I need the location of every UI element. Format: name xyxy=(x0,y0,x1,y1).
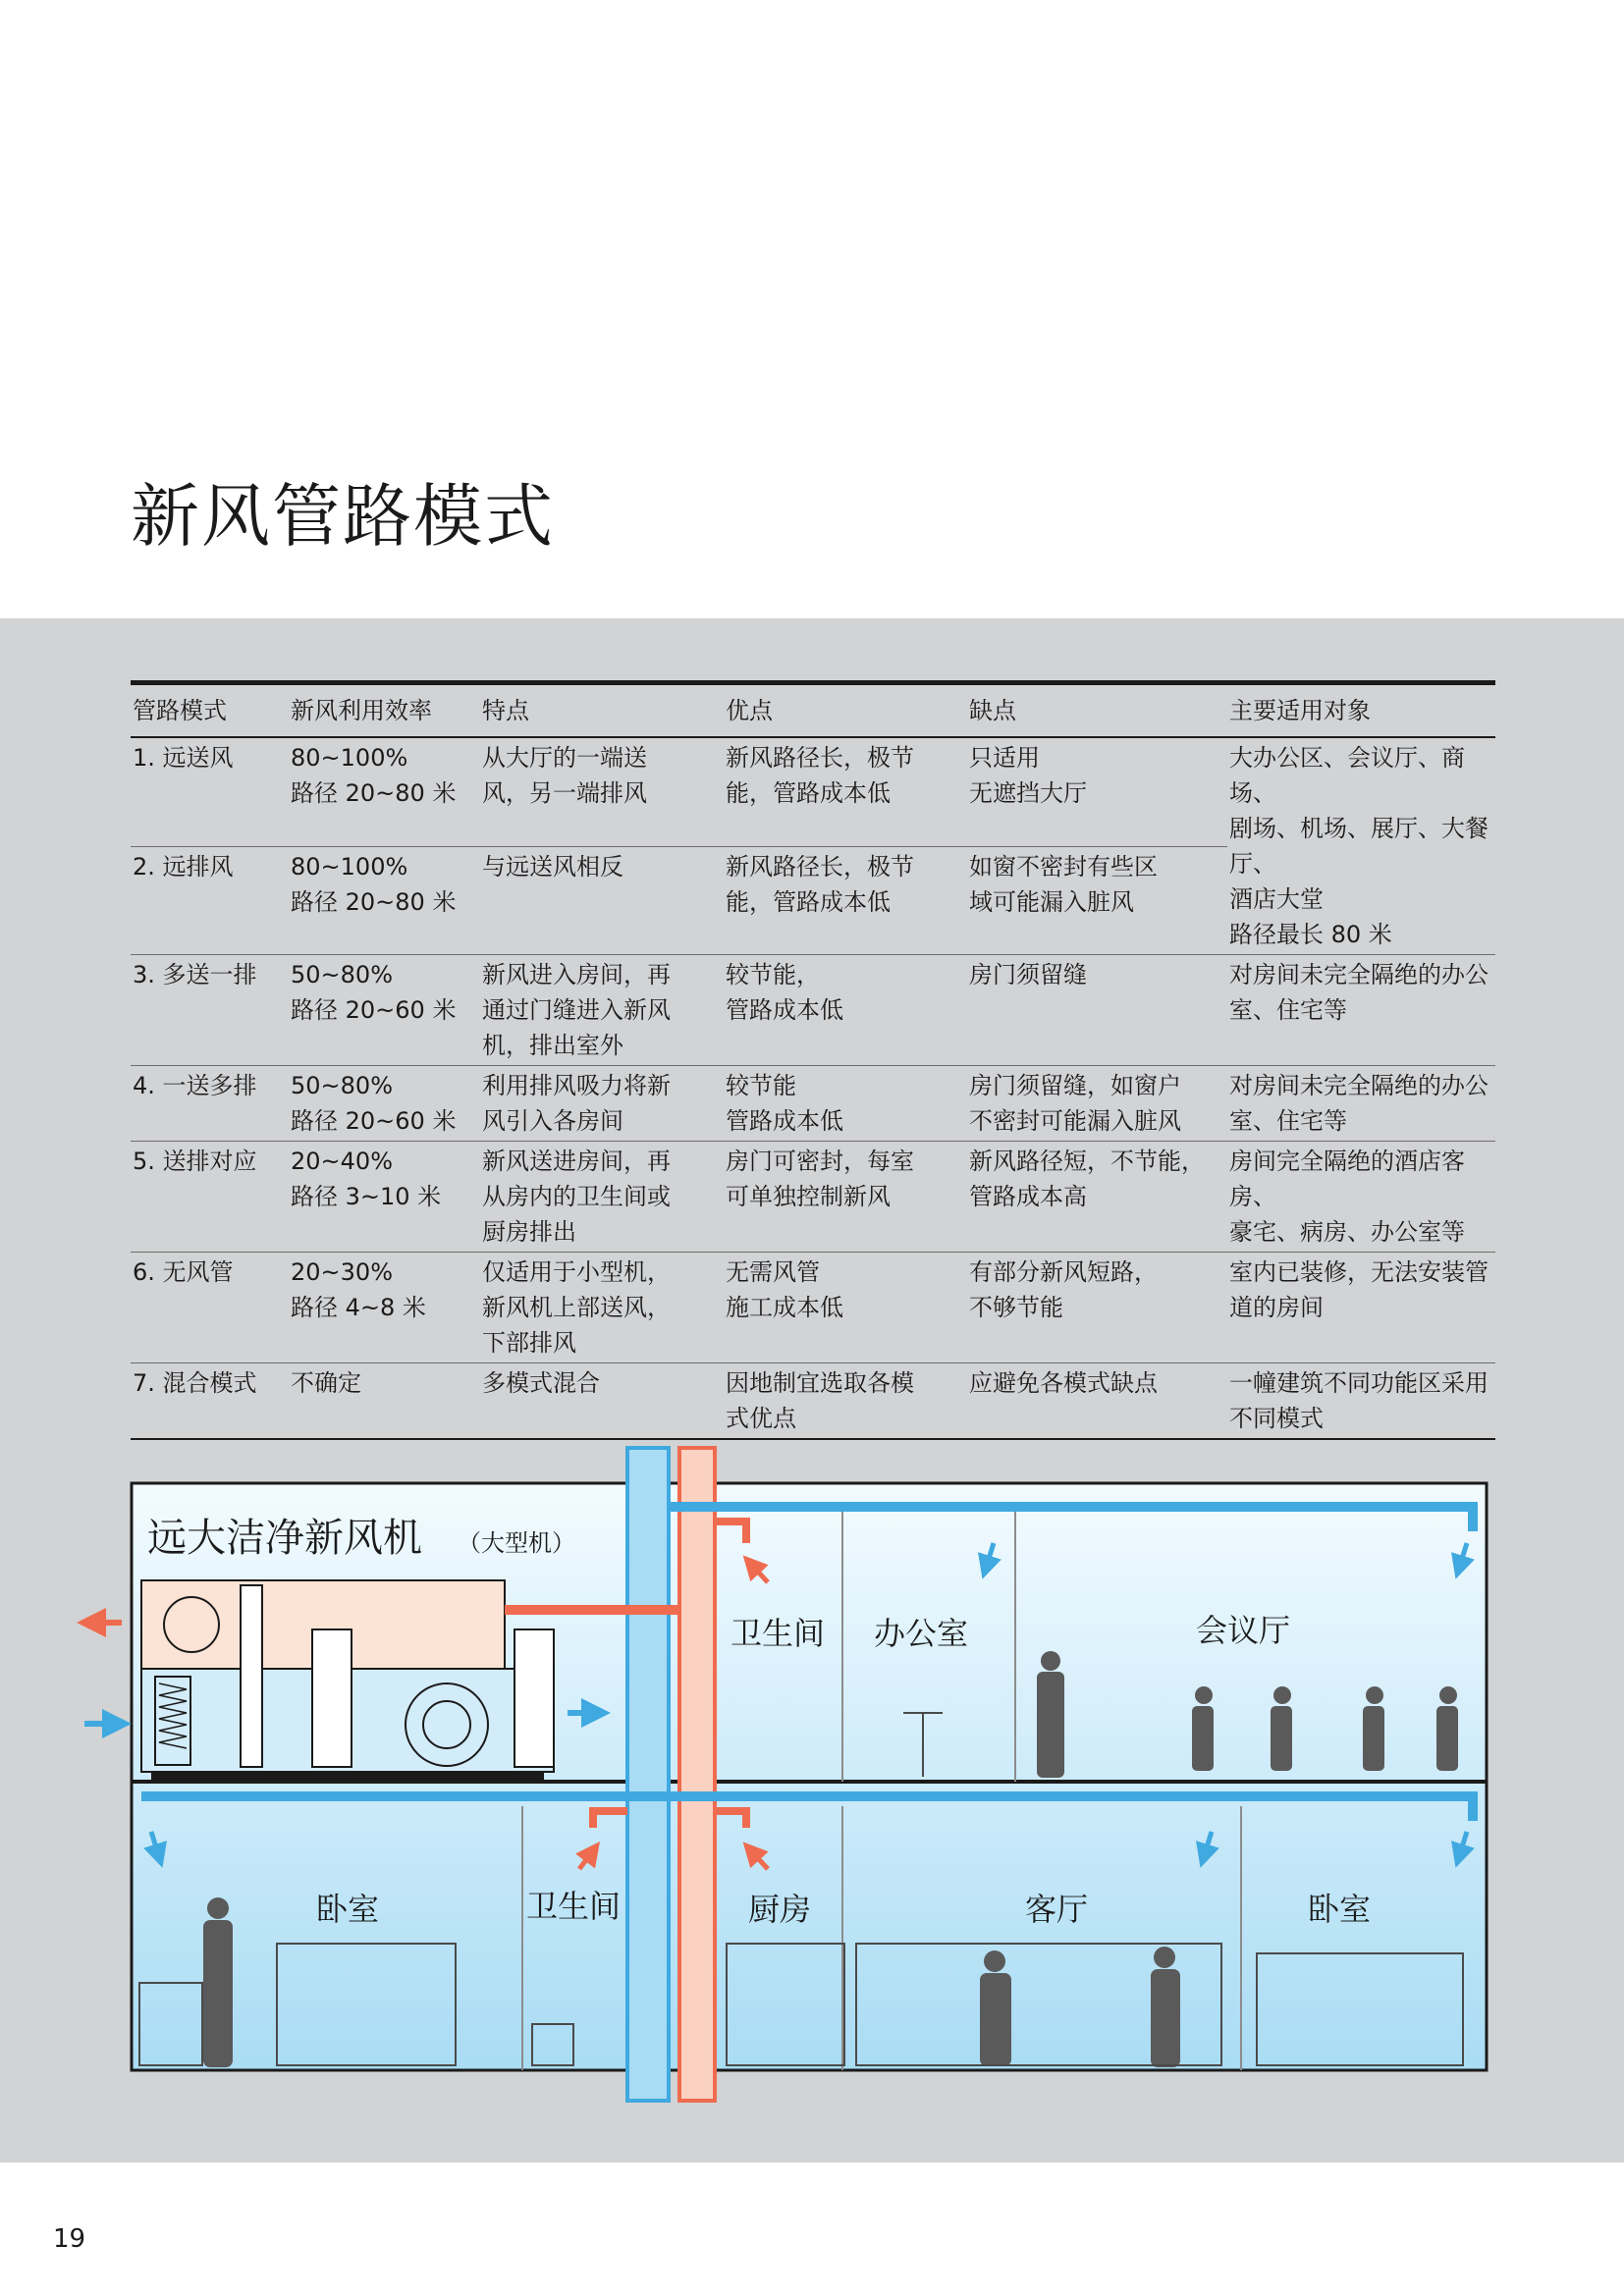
cell-disadvantage: 如窗不密封有些区 域可能漏入脏风 xyxy=(969,852,1158,916)
cell-target: 房间完全隔绝的酒店客房、 豪宅、病房、办公室等 xyxy=(1229,1148,1465,1246)
room-label-living-room: 客厅 xyxy=(1025,1891,1089,1928)
cell-advantage: 因地制宜选取各模 式优点 xyxy=(726,1369,914,1432)
cell-advantage: 较节能， 管路成本低 xyxy=(726,961,843,1024)
cell-target: 室内已装修，无法安装管 道的房间 xyxy=(1229,1258,1489,1321)
room-label-bedroom-right: 卧室 xyxy=(1308,1891,1372,1928)
room-label-toilet-upper: 卫生间 xyxy=(731,1615,826,1652)
header-disadvantage: 缺点 xyxy=(969,697,1016,724)
cell-efficiency: 20~40% 路径 3~10 米 xyxy=(291,1148,442,1210)
cell-advantage: 新风路径长，极节 能，管路成本低 xyxy=(726,852,914,916)
fresh-air-riser xyxy=(627,1448,669,2101)
cell-advantage: 房门可密封，每室 可单独控制新风 xyxy=(726,1148,914,1210)
cell-mode: 7. 混合模式 xyxy=(133,1369,257,1397)
page-number: 19 xyxy=(53,2224,86,2254)
table-row xyxy=(131,737,1495,846)
cell-feature: 仅适用于小型机， 新风机上部送风， 下部排风 xyxy=(482,1258,671,1357)
cell-efficiency: 80~100% 路径 20~80 米 xyxy=(291,852,457,916)
cell-efficiency: 不确定 xyxy=(291,1369,361,1397)
cell-disadvantage: 房门须留缝 xyxy=(969,961,1087,988)
exhaust-air-riser xyxy=(679,1448,715,2101)
table-row xyxy=(131,1066,1495,1142)
cell-mode: 5. 送排对应 xyxy=(133,1148,257,1175)
room-label-bedroom-left: 卧室 xyxy=(316,1891,380,1928)
duct-mode-table xyxy=(131,680,1495,1440)
cell-feature: 多模式混合 xyxy=(482,1369,600,1397)
header-mode: 管路模式 xyxy=(133,697,227,724)
room-label-office: 办公室 xyxy=(874,1615,969,1652)
page-title: 新风管路模式 xyxy=(131,476,555,557)
cell-mode: 1. 远送风 xyxy=(133,744,234,772)
room-label-kitchen: 厨房 xyxy=(748,1891,812,1928)
cell-feature: 从大厅的一端送 风，另一端排风 xyxy=(482,744,647,807)
table-row xyxy=(131,1253,1495,1363)
machine-sublabel: （大型机） xyxy=(458,1529,575,1557)
cell-disadvantage: 应避免各模式缺点 xyxy=(969,1369,1158,1397)
table-row xyxy=(131,1142,1495,1253)
cell-advantage: 较节能 管路成本低 xyxy=(726,1072,843,1135)
machine-label: 远大洁净新风机 xyxy=(147,1516,422,1561)
cell-target: 对房间未完全隔绝的办公 室、住宅等 xyxy=(1229,1072,1489,1135)
table-row xyxy=(131,1363,1495,1440)
cell-advantage: 新风路径长，极节 能，管路成本低 xyxy=(726,744,914,807)
header-efficiency: 新风利用效率 xyxy=(291,697,432,724)
fresh-air-machine xyxy=(141,1580,554,1780)
cell-efficiency: 20~30% 路径 4~8 米 xyxy=(291,1258,426,1321)
cell-mode: 3. 多送一排 xyxy=(133,961,257,988)
cell-mode: 2. 远排风 xyxy=(133,852,234,881)
header-target: 主要适用对象 xyxy=(1229,697,1371,724)
room-label-toilet-lower: 卫生间 xyxy=(526,1888,622,1925)
table-row xyxy=(131,955,1495,1066)
cell-target: 对房间未完全隔绝的办公 室、住宅等 xyxy=(1229,961,1489,1024)
header-feature: 特点 xyxy=(482,697,529,724)
cell-efficiency: 50~80% 路径 20~60 米 xyxy=(291,1072,457,1135)
cell-target: 一幢建筑不同功能区采用 不同模式 xyxy=(1229,1369,1489,1432)
cell-feature: 新风送进房间，再 从房内的卫生间或 厨房排出 xyxy=(482,1148,671,1246)
cell-mode: 4. 一送多排 xyxy=(133,1072,257,1099)
cell-mode: 6. 无风管 xyxy=(133,1258,234,1286)
cell-target: 大办公区、会议厅、商场、 剧场、机场、展厅、大餐厅、 酒店大堂 路径最长 80 米 xyxy=(1229,744,1489,948)
table-header-row xyxy=(131,683,1495,738)
cell-disadvantage: 只适用 无遮挡大厅 xyxy=(969,744,1087,807)
header-advantage: 优点 xyxy=(726,697,773,724)
cell-disadvantage: 有部分新风短路， 不够节能 xyxy=(969,1258,1158,1321)
room-label-meeting-hall: 会议厅 xyxy=(1196,1612,1291,1649)
cell-disadvantage: 新风路径短，不节能， 管路成本高 xyxy=(969,1148,1205,1210)
cell-feature: 新风进入房间，再 通过门缝进入新风 机，排出室外 xyxy=(482,961,671,1059)
cell-feature: 利用排风吸力将新 风引入各房间 xyxy=(482,1072,671,1135)
cell-feature: 与远送风相反 xyxy=(482,852,623,881)
building-airflow-diagram xyxy=(0,1433,1624,2120)
cell-advantage: 无需风管 施工成本低 xyxy=(726,1258,843,1321)
cell-efficiency: 80~100% 路径 20~80 米 xyxy=(291,744,457,807)
cell-disadvantage: 房门须留缝，如窗户 不密封可能漏入脏风 xyxy=(969,1072,1181,1135)
cell-efficiency: 50~80% 路径 20~60 米 xyxy=(291,961,457,1024)
